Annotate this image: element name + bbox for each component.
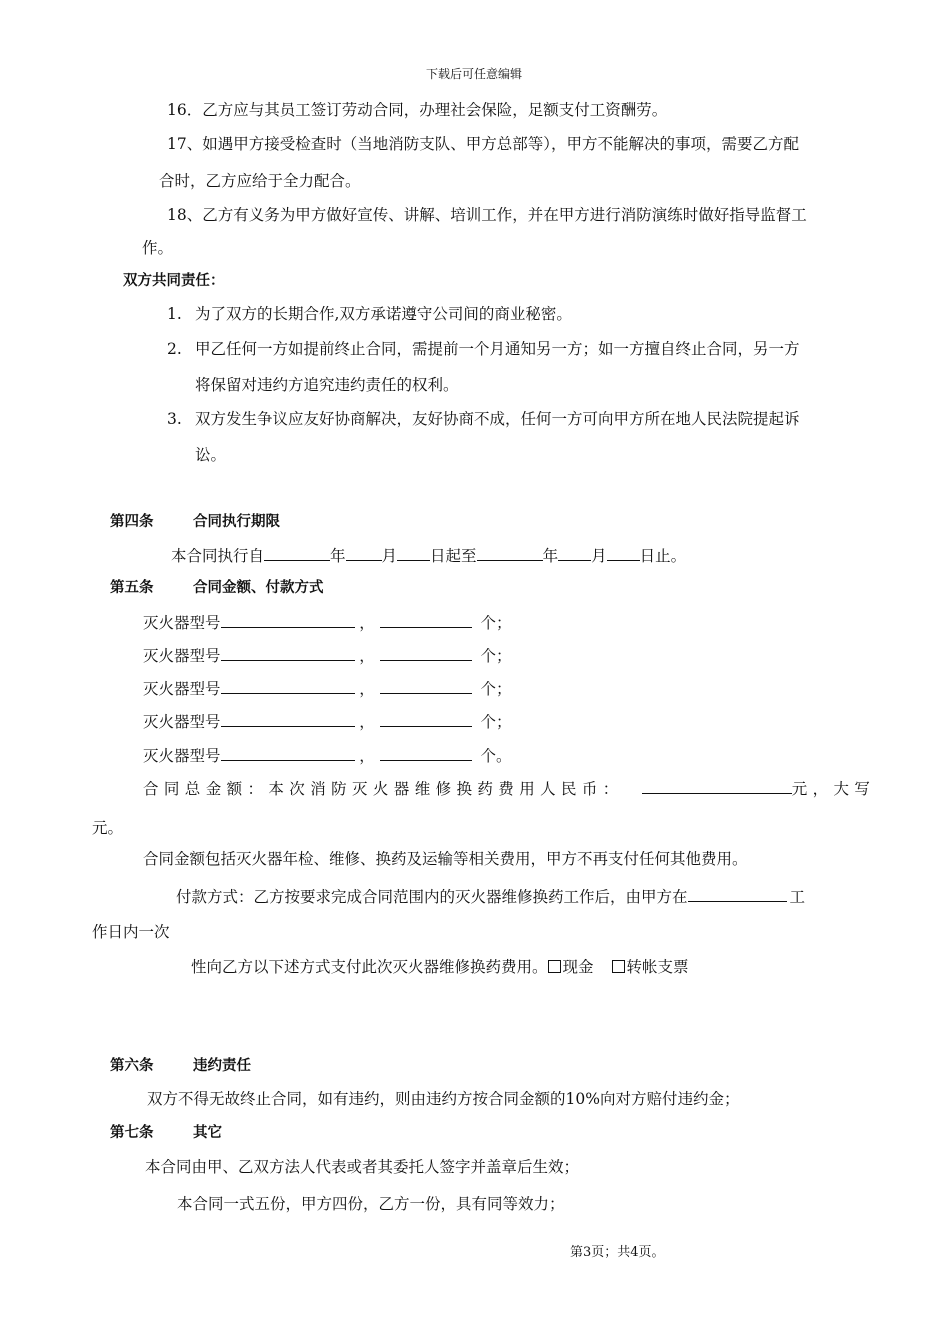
joint-item-1-num: 1. — [167, 305, 182, 323]
article7-line2: 本合同一式五份，甲方四份，乙方一份，具有同等效力； — [177, 1195, 565, 1213]
blank-end-day[interactable] — [607, 545, 640, 561]
joint-item-2-num: 2. — [167, 340, 182, 358]
model-row — [143, 711, 512, 732]
article4-num: 第四条 — [110, 514, 154, 530]
joint-item-3-line2: 讼。 — [195, 446, 227, 464]
blank-quantity[interactable] — [380, 612, 472, 628]
amount-includes: 合同金额包括灭火器年检、维修、换药及运输等相关费用，甲方不再支付任何其他费用。 — [143, 850, 748, 868]
payment-line1 — [176, 886, 805, 907]
model-comma: ， — [359, 680, 375, 698]
joint-item-3-num: 3. — [167, 410, 182, 428]
article4-period — [171, 545, 686, 566]
total-cont: 元。 — [92, 819, 124, 837]
model-label: 灭火器型号 — [143, 647, 221, 665]
model-row — [143, 678, 512, 699]
model-comma: ， — [359, 713, 375, 731]
blank-model[interactable] — [221, 711, 355, 727]
cash-checkbox[interactable] — [548, 960, 561, 973]
blank-total-amount[interactable] — [642, 778, 792, 794]
header-note: 下载后可任意编辑 — [426, 67, 523, 81]
article6-num: 第六条 — [110, 1058, 154, 1074]
joint-item-1-text: 为了双方的长期合作,双方承诺遵守公司间的商业秘密。 — [195, 305, 572, 323]
total-label: 合同总金额：本次消防灭火器维修换药费用人民币： — [143, 780, 624, 798]
article5-num: 第五条 — [110, 580, 154, 596]
blank-start-day[interactable] — [397, 545, 430, 561]
payment-line2: 作日内一次 — [92, 923, 170, 941]
article4-month2: 月 — [591, 547, 607, 565]
model-row — [143, 645, 512, 666]
model-unit: 个。 — [480, 747, 512, 765]
blank-model[interactable] — [221, 612, 355, 628]
model-label: 灭火器型号 — [143, 614, 221, 632]
payment-line3 — [191, 957, 689, 977]
article7-title: 其它 — [193, 1125, 222, 1141]
model-row — [143, 612, 512, 633]
model-label: 灭火器型号 — [143, 747, 221, 765]
model-comma: ， — [359, 747, 375, 765]
article4-text-start: 本合同执行自 — [171, 547, 265, 565]
model-unit: 个； — [480, 614, 512, 632]
model-label: 灭火器型号 — [143, 680, 221, 698]
payment-work: 工 — [789, 888, 806, 906]
article4-title: 合同执行期限 — [193, 514, 280, 530]
article5-title: 合同金额、付款方式 — [193, 580, 324, 596]
joint-item-2-line2: 将保留对违约方追究违约责任的权利。 — [195, 376, 459, 394]
transfer-check-checkbox[interactable] — [612, 960, 625, 973]
payment-method-text: 性向乙方以下述方式支付此次灭火器维修换药费用。 — [191, 958, 548, 976]
item-18-line1: 18、乙方有义务为甲方做好宣传、讲解、培训工作，并在甲方进行消防演练时做好指导监督工 — [167, 206, 807, 224]
blank-quantity[interactable] — [380, 711, 472, 727]
item-17-line2: 合时，乙方应给于全力配合。 — [159, 172, 361, 190]
blank-quantity[interactable] — [380, 645, 472, 661]
model-unit: 个； — [480, 680, 512, 698]
blank-end-year[interactable] — [477, 545, 543, 561]
joint-heading: 双方共同责任： — [123, 273, 225, 289]
article6-title: 违约责任 — [193, 1058, 251, 1074]
model-row — [143, 745, 512, 766]
payment-text: 付款方式：乙方按要求完成合同范围内的灭火器维修换药工作后，由甲方在 — [176, 888, 688, 906]
blank-model[interactable] — [221, 678, 355, 694]
item-16: 16．乙方应与其员工签订劳动合同，办理社会保险，足额支付工资酬劳。 — [167, 101, 668, 119]
blank-workdays[interactable] — [688, 886, 787, 902]
article4-month1: 月 — [381, 547, 398, 565]
model-comma: ， — [359, 614, 375, 632]
model-unit: 个； — [480, 713, 512, 731]
model-unit: 个； — [480, 647, 512, 665]
joint-item-3-line1: 双方发生争议应友好协商解决，友好协商不成，任何一方可向甲方所在地人民法院提起诉 — [195, 410, 800, 428]
model-label: 灭火器型号 — [143, 713, 221, 731]
model-comma: ， — [359, 647, 375, 665]
cash-label: 现金 — [562, 958, 594, 976]
blank-model[interactable] — [221, 745, 355, 761]
article4-day1: 日起至 — [430, 547, 477, 565]
blank-end-month[interactable] — [558, 545, 591, 561]
joint-item-2-line1: 甲乙任何一方如提前终止合同，需提前一个月通知另一方；如一方擅自终止合同，另一方 — [195, 340, 800, 358]
item-17-line1: 17、如遇甲方接受检查时（当地消防支队、甲方总部等），甲方不能解决的事项，需要乙方配 — [167, 135, 799, 153]
blank-start-year[interactable] — [264, 545, 330, 561]
transfer-check-label: 转帐支票 — [626, 958, 689, 976]
article7-line1: 本合同由甲、乙双方法人代表或者其委托人签字并盖章后生效； — [145, 1158, 580, 1176]
total-unit: 元，大写 — [791, 780, 876, 798]
blank-model[interactable] — [221, 645, 355, 661]
article6-text: 双方不得无故终止合同，如有违约，则由违约方按合同金额的10%向对方赔付违约金； — [147, 1090, 740, 1108]
article4-year2: 年 — [542, 547, 559, 565]
blank-start-month[interactable] — [346, 545, 382, 561]
article7-num: 第七条 — [110, 1125, 154, 1141]
item-18-line2: 作。 — [142, 239, 174, 257]
page-number: 第3页；共4页。 — [570, 1245, 665, 1260]
blank-quantity[interactable] — [380, 678, 472, 694]
article4-year1: 年 — [330, 547, 346, 565]
blank-quantity[interactable] — [380, 745, 472, 761]
total-row — [143, 778, 875, 799]
article4-day2: 日止。 — [639, 547, 687, 565]
